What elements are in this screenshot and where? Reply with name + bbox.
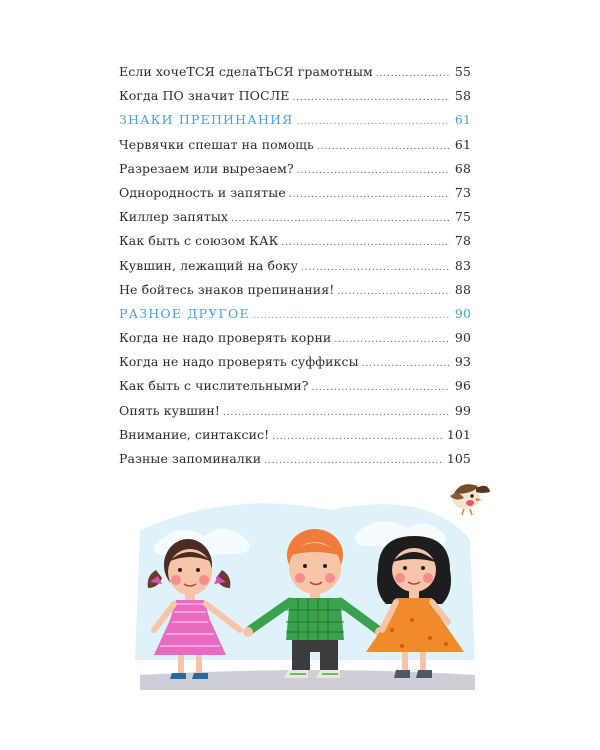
toc-section-heading[interactable] [119, 108, 471, 132]
toc-entry[interactable] [119, 278, 471, 302]
toc-entry[interactable] [119, 205, 471, 229]
toc-entry-title: Опять кувшин! [119, 402, 220, 418]
toc-entry[interactable] [119, 133, 471, 157]
toc-entry[interactable] [119, 229, 471, 253]
toc-entry-title: Как быть с числительными? [119, 378, 309, 394]
toc-leader-dots [337, 278, 450, 304]
toc-leader-dots [296, 108, 450, 134]
toc-entry-title: Когда не надо проверять корни [119, 330, 332, 346]
toc-entry-title: Разные запоминалки [119, 451, 262, 466]
toc-entry-page: 90 [454, 330, 471, 346]
toc-entry-page: 105 [446, 451, 471, 466]
toc-entry-page: 68 [454, 160, 471, 176]
toc-section-heading[interactable] [119, 302, 471, 326]
toc-leader-dots [231, 205, 450, 231]
toc-entry-page: 101 [446, 426, 471, 442]
toc-entry-page: 96 [454, 378, 471, 394]
toc-leader-dots [253, 302, 450, 328]
toc-entry-title: Однородность и запятые [119, 184, 286, 200]
toc-entry[interactable] [119, 374, 471, 398]
toc-entry-title: Не бойтесь знаков препинания! [119, 281, 335, 297]
table-of-contents [119, 60, 471, 471]
toc-leader-dots [223, 399, 450, 425]
toc-entry-title: Когда не надо проверять суффиксы [119, 354, 359, 370]
toc-entry[interactable] [119, 60, 471, 84]
toc-entry-page: 55 [454, 64, 471, 79]
toc-entry-title: Кувшин, лежащий на боку [119, 257, 299, 273]
toc-leader-dots [334, 326, 450, 352]
toc-leader-dots [301, 254, 450, 280]
toc-leader-dots [317, 133, 450, 159]
toc-entry[interactable] [119, 423, 471, 447]
toc-section-title: РАЗНОЕ ДРУГОЕ [119, 305, 250, 321]
toc-leader-dots [362, 350, 450, 376]
toc-entry[interactable] [119, 447, 471, 471]
toc-entry[interactable] [119, 350, 471, 374]
toc-entry-page: 83 [454, 257, 471, 273]
toc-leader-dots [312, 374, 450, 400]
toc-entry[interactable] [119, 84, 471, 108]
toc-entry-page: 78 [454, 233, 471, 249]
toc-entry-title: Киллер запятых [119, 209, 229, 225]
bird-icon [450, 484, 490, 515]
toc-entry-title: Внимание, синтаксис! [119, 426, 270, 442]
toc-entry-title: Как быть с союзом КАК [119, 233, 279, 249]
toc-entry-title: Разрезаем или вырезаем? [119, 160, 294, 176]
toc-leader-dots [272, 423, 444, 449]
toc-entry-page: 61 [454, 136, 471, 152]
toc-entry-page: 75 [454, 209, 471, 225]
toc-leader-dots [376, 60, 450, 86]
toc-entry-title: Когда ПО значит ПОСЛЕ [119, 88, 290, 104]
toc-entry-page: 99 [454, 402, 471, 418]
toc-entry-page: 73 [454, 184, 471, 200]
toc-leader-dots [289, 181, 450, 207]
toc-entry[interactable] [119, 157, 471, 181]
toc-entry[interactable] [119, 399, 471, 423]
toc-entry[interactable] [119, 326, 471, 350]
toc-leader-dots [281, 229, 450, 255]
toc-entry-page: 88 [454, 281, 471, 297]
toc-leader-dots [292, 84, 450, 110]
toc-entry-page: 93 [454, 354, 471, 370]
children-illustration [130, 470, 502, 720]
toc-entry-title: Червячки спешат на помощь [119, 136, 314, 152]
toc-entry-title: Если хочеТСЯ сделаТЬСЯ грамотным [119, 64, 373, 79]
toc-entry[interactable] [119, 254, 471, 278]
toc-entry[interactable] [119, 181, 471, 205]
toc-leader-dots [297, 157, 450, 183]
toc-entry-page: 58 [454, 88, 471, 104]
toc-entry-page: 61 [454, 112, 471, 128]
toc-section-title: ЗНАКИ ПРЕПИНАНИЯ [119, 112, 294, 128]
toc-entry-page: 90 [454, 305, 471, 321]
